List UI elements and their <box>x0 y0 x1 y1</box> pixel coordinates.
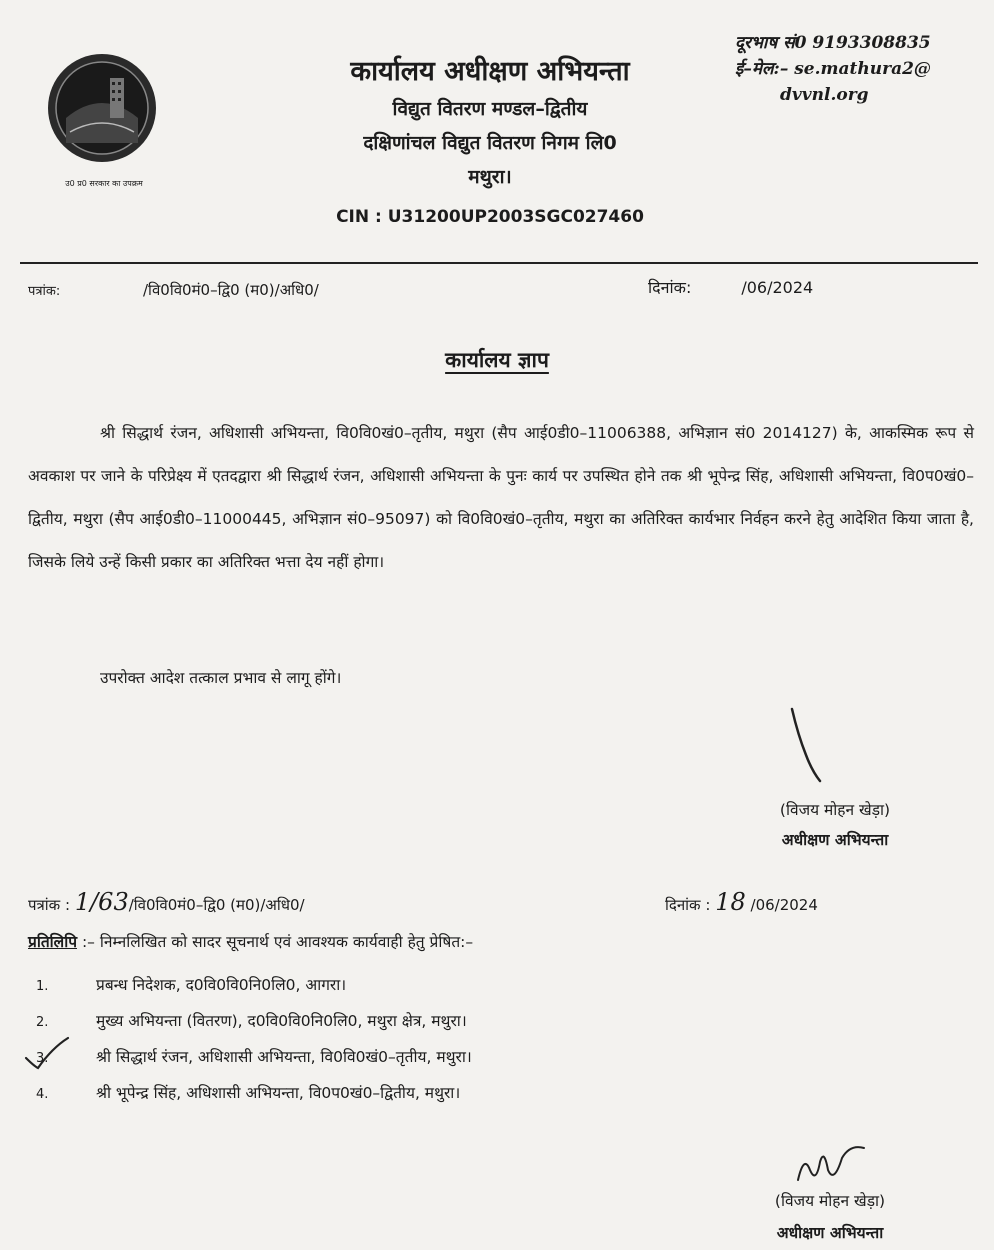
office-title: कार्यालय अधीक्षण अभियन्ता <box>350 56 630 87</box>
copy-to-intro <box>28 930 473 952</box>
second-paragraph: उपरोक्त आदेश तत्काल प्रभाव से लागू होंगे। <box>100 669 342 687</box>
header-divider <box>20 262 978 264</box>
signatory-name: (विजय मोहन खेड़ा) <box>779 801 891 819</box>
date-label: दिनांक : <box>665 896 711 914</box>
email-line-1: ई–मेल:– se.mathura2@ <box>735 59 931 79</box>
list-item: 4. श्री भूपेन्द्र सिंह, अधिशासी अभियन्ता, वि0प0खं0–द्वितीय, मथुरा। <box>36 1084 461 1102</box>
copy-to-label: प्रतिलिपि <box>28 933 78 951</box>
signatory-block-2 <box>730 1185 930 1249</box>
signature-mark <box>780 705 830 785</box>
date-top <box>648 276 813 298</box>
date-label: दिनांक: <box>648 278 692 297</box>
circle-name: विद्युत वितरण मण्डल–द्वितीय <box>392 98 588 120</box>
ref-number: /वि0वि0मं0–द्वि0 (म0)/अधि0/ <box>128 896 305 914</box>
body-paragraph: श्री सिद्धार्थ रंजन, अधिशासी अभियन्ता, वि0वि0खं0–तृतीय, मथुरा (सैप आई0डी0–11006388, अभिज्ञान सं0 2014127) के, आकस्मिक रूप से अवकाश पर जाने के परिप्रेक्ष्य में एतदद्वारा श्री सिद्धार्थ रंजन, अधिशासी अभियन्ता के पुनः कार्य पर उपस्थित होने तक श्री भूपेन्द्र सिंह, अधिशासी अभियन्ता, वि0प0खं0–द्वितीय, मथुरा (सैप आई0डी0–11000445, अभिज्ञान सं0–95097) को वि0वि0खं0–तृतीय, मथुरा का अतिरिक्त कार्यभार निर्वहन करने हेतु आदेशित किया जाता है, जिसके लिये उन्हें किसी प्रकार का अतिरिक्त भत्ता देय नहीं होगा। <box>28 424 974 571</box>
list-item: 3. श्री सिद्धार्थ रंजन, अधिशासी अभियन्ता, वि0वि0खं0–तृतीय, मथुरा। <box>36 1048 472 1066</box>
signatory-title: अधीक्षण अभियन्ता <box>781 831 889 849</box>
phone-number: दूरभाष सं0 9193308835 <box>735 33 931 53</box>
email-line-2: dvvnl.org <box>780 85 869 105</box>
ref-prefix: पत्रांक: <box>28 284 61 299</box>
ref-number-handwritten: 1/63 <box>74 888 129 916</box>
letterhead <box>250 52 730 234</box>
cin-number: CIN : U31200UP2003SGC027460 <box>336 207 644 227</box>
date-handwritten: 18 <box>715 888 746 916</box>
contact-block <box>735 30 975 108</box>
signature-scribble <box>790 1140 870 1190</box>
logo-caption: उ0 प्र0 सरकार का उपक्रम <box>65 179 143 188</box>
reference-top <box>28 280 319 300</box>
list-item: 2. मुख्य अभियन्ता (वितरण), द0वि0वि0नि0लि0, मथुरा क्षेत्र, मथुरा। <box>36 1012 467 1030</box>
date-value: /06/2024 <box>741 278 814 297</box>
city-name: मथुरा। <box>468 166 512 188</box>
check-mark-icon <box>22 1032 72 1072</box>
ref-prefix: पत्रांक : <box>28 896 71 914</box>
copy-to-list <box>28 968 472 1112</box>
date-bottom <box>665 888 818 916</box>
company-logo <box>38 48 166 176</box>
signatory-title: अधीक्षण अभियन्ता <box>776 1224 884 1242</box>
date-value: /06/2024 <box>750 896 818 914</box>
copy-to-text: :– निम्नलिखित को सादर सूचनार्थ एवं आवश्यक कार्यवाही हेतु प्रेषित:– <box>77 933 474 951</box>
company-name: दक्षिणांचल विद्युत वितरण निगम लि0 <box>363 132 617 154</box>
list-item: 1. प्रबन्ध निदेशक, द0वि0वि0नि0लि0, आगरा। <box>36 976 347 994</box>
ref-number: /वि0वि0मं0–द्वि0 (म0)/अधि0/ <box>143 281 319 299</box>
reference-bottom <box>28 888 305 916</box>
memo-heading: कार्यालय ज्ञाप <box>445 348 549 372</box>
signatory-block-1 <box>735 795 935 855</box>
signatory-name: (विजय मोहन खेड़ा) <box>774 1192 886 1210</box>
